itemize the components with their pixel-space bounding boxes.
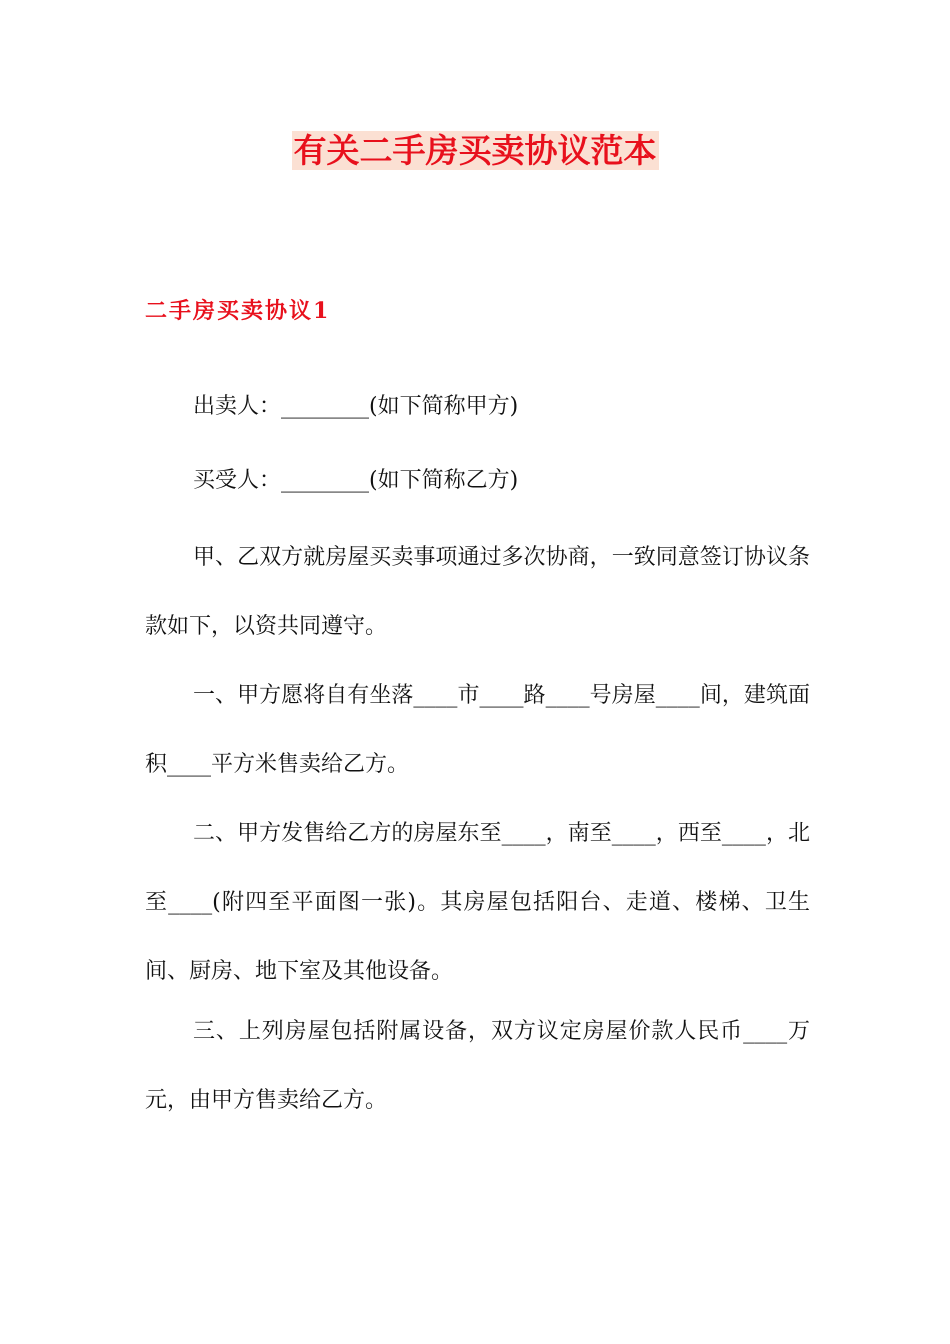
clause-three-paragraph: 三、上列房屋包括附属设备，双方议定房屋价款人民币____万元，由甲方售卖给乙方。 xyxy=(145,1019,810,1113)
seller-line: 出卖人：________(如下简称甲方) xyxy=(193,394,519,419)
document-title xyxy=(0,126,950,176)
intro-paragraph: 甲、乙双方就房屋买卖事项通过多次协商，一致同意签订协议条 款如下，以资共同遵守。 xyxy=(145,545,810,639)
document-title-text: 有关二手房买卖协议范本 xyxy=(293,131,657,170)
buyer-line: 买受人：________(如下简称乙方) xyxy=(193,468,519,493)
clause-two-paragraph: 二、甲方发售给乙方的房屋东至____，南至____，西至____，北至____(附四至平面图一张)。其房屋包括阳台、走道、楼梯、卫生间、厨房、地下室及其他设备。 xyxy=(145,821,810,984)
clause-one-paragraph: 一、甲方愿将自有坐落____市____路____号房屋____间，建筑面积____平方米售卖给乙方。 xyxy=(145,683,810,777)
section-heading: 二手房买卖协议1 xyxy=(145,298,331,324)
